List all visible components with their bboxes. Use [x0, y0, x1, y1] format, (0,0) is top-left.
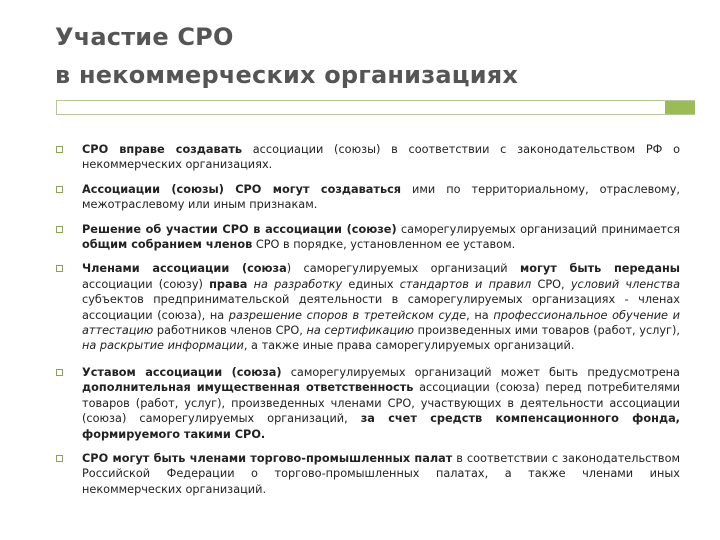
- square-bullet-icon: [56, 226, 63, 233]
- item-text: СРО,: [531, 277, 571, 291]
- list-item: [56, 182, 680, 213]
- item-text: за счет средств компенсационного фонда, формируемого такими СРО.: [82, 412, 680, 441]
- item-text: Членами ассоциации (союза: [82, 262, 287, 276]
- square-bullet-icon: [56, 186, 63, 193]
- item-text: стандартов и правил: [399, 277, 532, 291]
- item-text: работников членов СРО,: [153, 324, 307, 338]
- square-bullet-icon: [56, 265, 63, 272]
- item-text: ассоциации (союзу): [82, 277, 210, 291]
- square-bullet-icon: [56, 369, 63, 376]
- item-text: СРО в порядке, установленном ее уставом.: [252, 238, 516, 252]
- title-line-1: Участие СРО: [55, 23, 234, 51]
- item-text: права: [209, 277, 248, 291]
- list-item: [56, 261, 680, 353]
- item-text: на разработку: [247, 277, 349, 291]
- item-text: ими по территориальному, отраслевому, межотраслевому или иным признакам.: [82, 182, 680, 212]
- item-text: саморегулируемых организаций может быть предусмотрена: [281, 365, 680, 379]
- item-text: ассоциации (союзы) в соответствии с законодательством РФ о некоммерческих организациях.: [82, 143, 680, 172]
- bullet-list: [56, 142, 680, 506]
- item-text: ) саморегулируемых организаций: [286, 262, 520, 276]
- slide-title: [55, 18, 675, 94]
- item-text: СРО вправе создавать: [82, 143, 243, 156]
- item-text: произведенных ими товаров (работ, услуг),: [413, 324, 680, 338]
- item-text: могут быть переданы: [520, 262, 680, 276]
- list-item: [56, 451, 680, 497]
- item-text: , а также иные права саморегулируемых организаций.: [243, 339, 575, 353]
- item-text: дополнительная имущественная ответственность: [82, 381, 414, 395]
- item-text: общим собранием членов: [82, 238, 253, 252]
- item-text: саморегулируемых организаций принимается: [396, 222, 680, 236]
- item-text: ассоциации (союза) перед потребителями товаров (работ, услуг), произведенных членами СРО, участвующих в деятельности ассоциации (союза) саморегулируемых организаций,: [82, 381, 680, 426]
- item-text: на сертификацию: [306, 324, 414, 338]
- item-text: условий членства: [570, 277, 681, 291]
- square-bullet-icon: [56, 455, 63, 462]
- item-text: разрешение споров в третейском суде: [228, 308, 467, 322]
- item-text: Ассоциации (союзы) СРО могут создаваться: [82, 182, 402, 196]
- item-text: профессиональное обучение и аттестацию: [82, 308, 680, 338]
- item-text: Уставом ассоциации (союза): [82, 365, 282, 379]
- item-text: на раскрытие информации: [82, 339, 244, 353]
- item-text: единых: [348, 277, 400, 291]
- item-text: Решение об участии СРО в ассоциации (союзе): [82, 222, 397, 236]
- item-text: субъектов предпринимательской деятельности в саморегулируемых организациях - членах ассоциации (союза), на: [82, 293, 680, 322]
- divider-accent-bar: [665, 101, 695, 114]
- title-divider: [56, 100, 695, 115]
- item-text: , на: [466, 308, 494, 322]
- title-line-2: в некоммерческих организациях: [55, 61, 519, 89]
- list-item: [56, 222, 680, 253]
- item-text: СРО могут быть членами торгово-промышленных палат: [82, 451, 453, 465]
- list-item: [56, 142, 680, 173]
- square-bullet-icon: [56, 146, 63, 153]
- list-item: [56, 365, 680, 442]
- item-text: в соответствии с законодательством Российской Федерации о торгово-промышленных палатах, а также членами иных некоммерческих организаций.: [82, 451, 680, 496]
